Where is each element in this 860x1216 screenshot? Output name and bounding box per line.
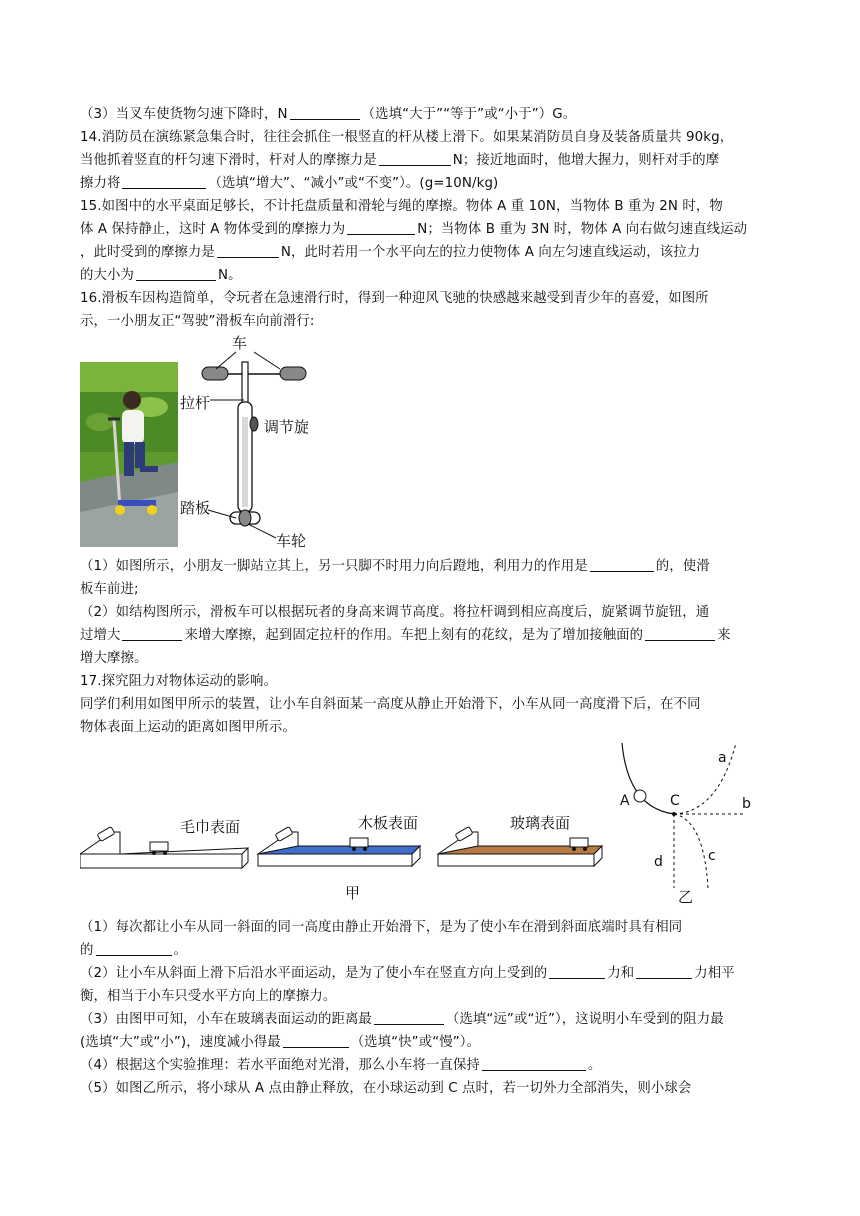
text: 擦力将 bbox=[80, 176, 121, 191]
ball-path-figure bbox=[608, 738, 768, 908]
answer-blank[interactable] bbox=[217, 243, 279, 258]
text: 过增大 bbox=[80, 628, 121, 643]
label-path-a: a bbox=[718, 750, 727, 766]
q15-line2 bbox=[80, 220, 747, 240]
answer-blank[interactable] bbox=[347, 220, 415, 235]
text: 力相平 bbox=[694, 966, 735, 981]
answer-blank[interactable] bbox=[374, 1010, 444, 1025]
text: ，此时受到的摩擦力是 bbox=[80, 245, 215, 260]
label-adjust-knob: 调节旋 bbox=[264, 418, 310, 436]
label-glass-surface: 玻璃表面 bbox=[510, 814, 571, 832]
q17-title bbox=[80, 672, 277, 692]
text: 板车前进; bbox=[80, 582, 139, 597]
text: 体 A 保持静止，这时 A 物体受到的摩擦力为 bbox=[80, 222, 346, 237]
text: （2）让小车从斜面上滑下后沿水平面运动，是为了使小车在竖直方向上受到的 bbox=[80, 966, 548, 981]
text: （1）如图所示，小朋友一脚站立其上，另一只脚不时用力向后蹬地，利用力的作用是 bbox=[80, 559, 588, 574]
q17-part1-line2 bbox=[80, 941, 187, 961]
q16-part1-line2 bbox=[80, 580, 139, 600]
q16-part2-line2 bbox=[80, 626, 731, 646]
text: 。 bbox=[587, 1058, 602, 1073]
label-wheel: 车轮 bbox=[276, 532, 307, 550]
figure-caption-jia: 甲 bbox=[345, 884, 361, 902]
text: (选填“大”或“小”)，速度减小得最 bbox=[80, 1035, 281, 1050]
q17-part4 bbox=[80, 1056, 601, 1076]
label-pull-rod: 拉杆 bbox=[180, 394, 211, 412]
text: （3）当叉车使货物匀速下降时，N bbox=[80, 107, 288, 122]
q17-intro-line2 bbox=[80, 718, 296, 738]
label-point-a: A bbox=[620, 793, 630, 809]
answer-blank[interactable] bbox=[122, 626, 182, 641]
q17-part2-line1 bbox=[80, 964, 735, 984]
label-path-b: b bbox=[742, 796, 751, 812]
text: 力和 bbox=[607, 966, 635, 981]
scooter-structure-diagram bbox=[180, 332, 325, 552]
figure-caption-yi: 乙 bbox=[678, 888, 694, 906]
answer-blank[interactable] bbox=[590, 557, 654, 572]
q16-part2-line1 bbox=[80, 603, 709, 623]
text: 。 bbox=[173, 943, 187, 958]
text: 示，一小朋友正“驾驶”滑板车向前滑行: bbox=[80, 314, 315, 329]
answer-blank[interactable] bbox=[379, 151, 451, 166]
text: 16.滑板车因构造简单，令玩者在急速滑行时，得到一种迎风飞驰的快感越来越受到青少年的喜爱，如图所 bbox=[80, 291, 709, 306]
text: 同学们利用如图甲所示的装置，让小车自斜面某一高度从静止开始滑下，小车从同一高度滑下后，在不同 bbox=[80, 697, 701, 712]
text: 17.探究阻力对物体运动的影响。 bbox=[80, 674, 277, 689]
q14-line2 bbox=[80, 151, 719, 171]
answer-blank[interactable] bbox=[283, 1033, 349, 1048]
label-wood-surface: 木板表面 bbox=[358, 814, 419, 832]
q15-line3 bbox=[80, 243, 700, 263]
text: （2）如结构图所示，滑板车可以根据玩者的身高来调节高度。将拉杆调到相应高度后，旋紧调节旋钮，通 bbox=[80, 605, 710, 620]
q17-part3-line2 bbox=[80, 1033, 480, 1053]
text: 衡，相当于小车只受水平方向上的摩擦力。 bbox=[80, 989, 337, 1004]
q16-part2-line3 bbox=[80, 649, 147, 669]
q17-part1-line1 bbox=[80, 918, 682, 938]
text: 的大小为 bbox=[80, 268, 134, 283]
text: 当他抓着竖直的杆匀速下滑时，杆对人的摩擦力是 bbox=[80, 153, 377, 168]
text: 14.消防员在演练紧急集合时，往往会抓住一根竖直的杆从楼上滑下。如果某消防员自身及装备质量共 90kg， bbox=[80, 130, 734, 145]
text: （3）由图甲可知，小车在玻璃表面运动的距离最 bbox=[80, 1012, 372, 1027]
text: （选填“增大”、“减小”或“不变”）。(g=10N/kg) bbox=[208, 176, 499, 191]
q17-part5 bbox=[80, 1079, 691, 1099]
answer-blank[interactable] bbox=[549, 964, 605, 979]
label-pedal: 踏板 bbox=[180, 499, 211, 517]
answer-blank[interactable] bbox=[482, 1056, 586, 1071]
q14-line1 bbox=[80, 128, 733, 148]
text: （1）每次都让小车从同一斜面的同一高度由静止开始滑下，是为了使小车在滑到斜面底端时具有相同 bbox=[80, 920, 683, 935]
text: N；当物体 B 重为 3N 时，物体 A 向右做匀速直线运动 bbox=[417, 222, 748, 237]
label-towel-surface: 毛巾表面 bbox=[180, 818, 241, 836]
q17-part2-line2 bbox=[80, 987, 336, 1007]
text: 的 bbox=[80, 943, 94, 958]
text: （选填“快”或“慢”）。 bbox=[350, 1035, 481, 1050]
q16-line1 bbox=[80, 289, 709, 309]
q16-line2 bbox=[80, 312, 315, 332]
text: 增大摩擦。 bbox=[80, 651, 148, 666]
q13-part3 bbox=[80, 105, 576, 125]
text: （4）根据这个实验推理：若水平面绝对光滑，那么小车将一直保持 bbox=[80, 1058, 480, 1073]
scooter-photo bbox=[80, 362, 178, 547]
q17-intro-line1 bbox=[80, 695, 701, 715]
q15-line1 bbox=[80, 197, 723, 217]
text: （选填“大于”“等于”或“小于”）G。 bbox=[361, 107, 577, 122]
q15-line4 bbox=[80, 266, 242, 286]
text: N。 bbox=[217, 268, 242, 283]
text: N，此时若用一个水平向左的拉力使物体 A 向左匀速直线运动，该拉力 bbox=[280, 245, 701, 260]
answer-blank[interactable] bbox=[136, 266, 216, 281]
label-path-c: c bbox=[708, 848, 716, 864]
label-point-c: C bbox=[670, 793, 680, 809]
q16-part1-line1 bbox=[80, 557, 710, 577]
answer-blank[interactable] bbox=[645, 626, 715, 641]
text: （选填“远”或“近”），这说明小车受到的阻力最 bbox=[445, 1012, 724, 1027]
answer-blank[interactable] bbox=[636, 964, 692, 979]
q14-line3 bbox=[80, 174, 498, 194]
text: 来 bbox=[717, 628, 731, 643]
label-path-d: d bbox=[654, 854, 663, 870]
text: （5）如图乙所示，将小球从 A 点由静止释放，在小球运动到 C 点时，若一切外力全部消失，则小球会 bbox=[80, 1081, 692, 1096]
ramp-experiment-figure bbox=[80, 808, 610, 908]
text: N；接近地面时，他增大握力，则杆对手的摩 bbox=[452, 153, 720, 168]
label-handlebar: 车 bbox=[232, 334, 248, 352]
q17-part3-line1 bbox=[80, 1010, 724, 1030]
answer-blank[interactable] bbox=[96, 941, 172, 956]
text: 物体表面上运动的距离如图甲所示。 bbox=[80, 720, 296, 735]
text: 15.如图中的水平桌面足够长，不计托盘质量和滑轮与绳的摩擦。物体 A 重 10N，当物体 B 重为 2N 时，物 bbox=[80, 199, 723, 214]
answer-blank[interactable] bbox=[122, 174, 206, 189]
text: 的，使滑 bbox=[655, 559, 710, 574]
answer-blank[interactable] bbox=[290, 105, 360, 120]
text: 来增大摩擦，起到固定拉杆的作用。车把上刻有的花纹，是为了增加接触面的 bbox=[184, 628, 644, 643]
